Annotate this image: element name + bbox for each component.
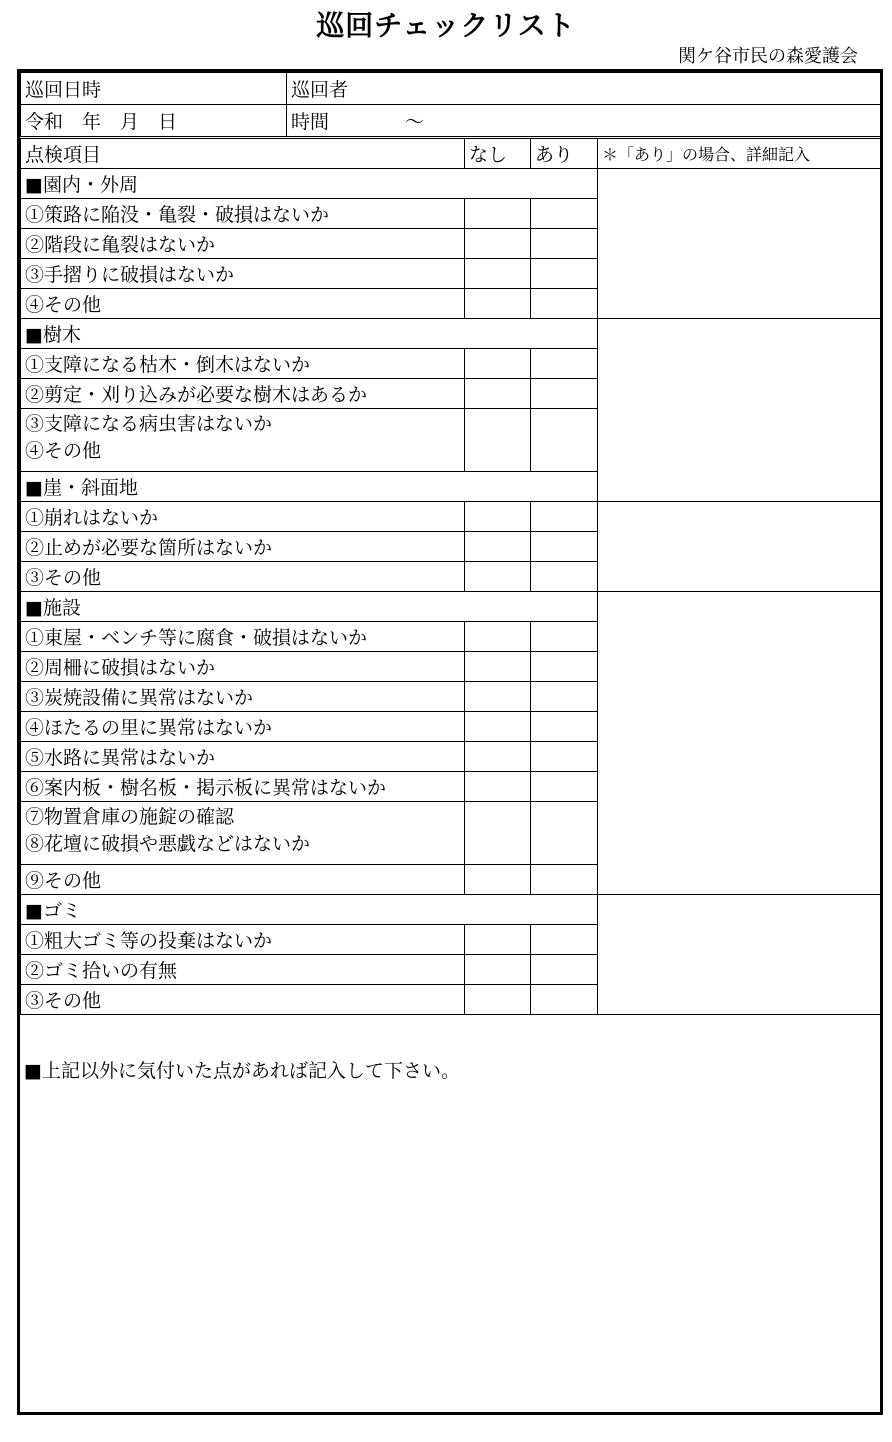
none-checkbox[interactable] [465,652,531,682]
header-table [20,72,881,137]
check-item: ⑥案内板・樹名板・掲示板に異常はないか [21,772,465,802]
checklist-table [20,138,881,1015]
exists-checkbox[interactable] [531,532,598,562]
organization-name: 関ケ谷市民の森愛護会 [678,46,858,67]
check-item: ④ほたるの里に異常はないか [21,712,465,742]
none-checkbox[interactable] [465,502,531,532]
check-item: ⑧花壇に破損や悪戯などはないか [25,833,311,855]
none-checkbox[interactable] [465,622,531,652]
exists-checkbox[interactable] [531,772,598,802]
check-item: ⑤水路に異常はないか [21,742,465,772]
check-item: ①支障になる枯木・倒木はないか [21,349,465,379]
exists-checkbox[interactable] [531,409,598,472]
remarks-area[interactable] [20,1052,880,1412]
check-item: ③手摺りに破損はないか [21,259,465,289]
exists-checkbox[interactable] [531,865,598,895]
exists-checkbox[interactable] [531,682,598,712]
exists-checkbox[interactable] [531,199,598,229]
date-field[interactable]: 令和 年 月 日 [21,105,287,137]
exists-checkbox[interactable] [531,349,598,379]
exists-checkbox[interactable] [531,742,598,772]
patroller-label[interactable]: 巡回者 [287,73,881,105]
exists-checkbox[interactable] [531,712,598,742]
time-field[interactable]: 時間 ～ [287,105,881,137]
check-item: ①崩れはないか [21,502,465,532]
section-title: ■園内・外周 [21,169,598,199]
none-checkbox[interactable] [465,772,531,802]
check-item: ⑨その他 [21,865,465,895]
none-checkbox[interactable] [465,229,531,259]
section-title: ■ゴミ [21,895,598,925]
note-cell[interactable] [598,895,881,1015]
check-item: ①粗大ゴミ等の投棄はないか [21,925,465,955]
check-item: ①東屋・ベンチ等に腐食・破損はないか [21,622,465,652]
note-cell[interactable] [598,319,881,502]
note-cell[interactable] [598,169,881,319]
none-checkbox[interactable] [465,682,531,712]
check-item: ⑦物置倉庫の施錠の確認 [25,806,235,828]
section-title: ■崖・斜面地 [21,472,598,502]
check-item: ②周柵に破損はないか [21,652,465,682]
check-item-group [21,409,465,472]
exists-checkbox[interactable] [531,289,598,319]
exists-checkbox[interactable] [531,622,598,652]
datetime-label: 巡回日時 [21,73,287,105]
none-checkbox[interactable] [465,259,531,289]
checklist-sheet [17,69,883,1415]
none-checkbox[interactable] [465,742,531,772]
none-checkbox[interactable] [465,712,531,742]
check-item: ③支障になる病虫害はないか [25,413,273,435]
check-item: ②剪定・刈り込みが必要な樹木はあるか [21,379,465,409]
check-item: ①策路に陥没・亀裂・破損はないか [21,199,465,229]
page-title: 巡回チェックリスト [316,9,576,42]
none-checkbox[interactable] [465,562,531,592]
check-item: ④その他 [25,440,102,462]
section-title: ■施設 [21,592,598,622]
exists-checkbox[interactable] [531,229,598,259]
none-checkbox[interactable] [465,349,531,379]
check-item: ③炭焼設備に異常はないか [21,682,465,712]
exists-checkbox[interactable] [531,379,598,409]
none-checkbox[interactable] [465,802,531,865]
check-item: ④その他 [21,289,465,319]
none-checkbox[interactable] [465,409,531,472]
none-checkbox[interactable] [465,985,531,1015]
none-checkbox[interactable] [465,955,531,985]
check-item: ③その他 [21,985,465,1015]
exists-checkbox[interactable] [531,802,598,865]
section-title: ■樹木 [21,319,598,349]
col-exists-header: あり [531,139,598,169]
exists-checkbox[interactable] [531,259,598,289]
none-checkbox[interactable] [465,199,531,229]
none-checkbox[interactable] [465,925,531,955]
check-item: ②階段に亀裂はないか [21,229,465,259]
exists-checkbox[interactable] [531,955,598,985]
none-checkbox[interactable] [465,289,531,319]
col-item-header: 点検項目 [21,139,465,169]
exists-checkbox[interactable] [531,925,598,955]
exists-checkbox[interactable] [531,652,598,682]
check-item: ②止めが必要な箇所はないか [21,532,465,562]
none-checkbox[interactable] [465,865,531,895]
none-checkbox[interactable] [465,532,531,562]
none-checkbox[interactable] [465,379,531,409]
check-item: ③その他 [21,562,465,592]
exists-checkbox[interactable] [531,562,598,592]
note-cell[interactable] [598,592,881,895]
col-note-header: ＊「あり」の場合、詳細記入 [598,139,881,169]
check-item: ②ゴミ拾いの有無 [21,955,465,985]
check-item-group [21,802,465,865]
exists-checkbox[interactable] [531,985,598,1015]
exists-checkbox[interactable] [531,502,598,532]
remarks-label: ■上記以外に気付いた点があれば記入して下さい。 [24,1060,460,1082]
col-none-header: なし [465,139,531,169]
